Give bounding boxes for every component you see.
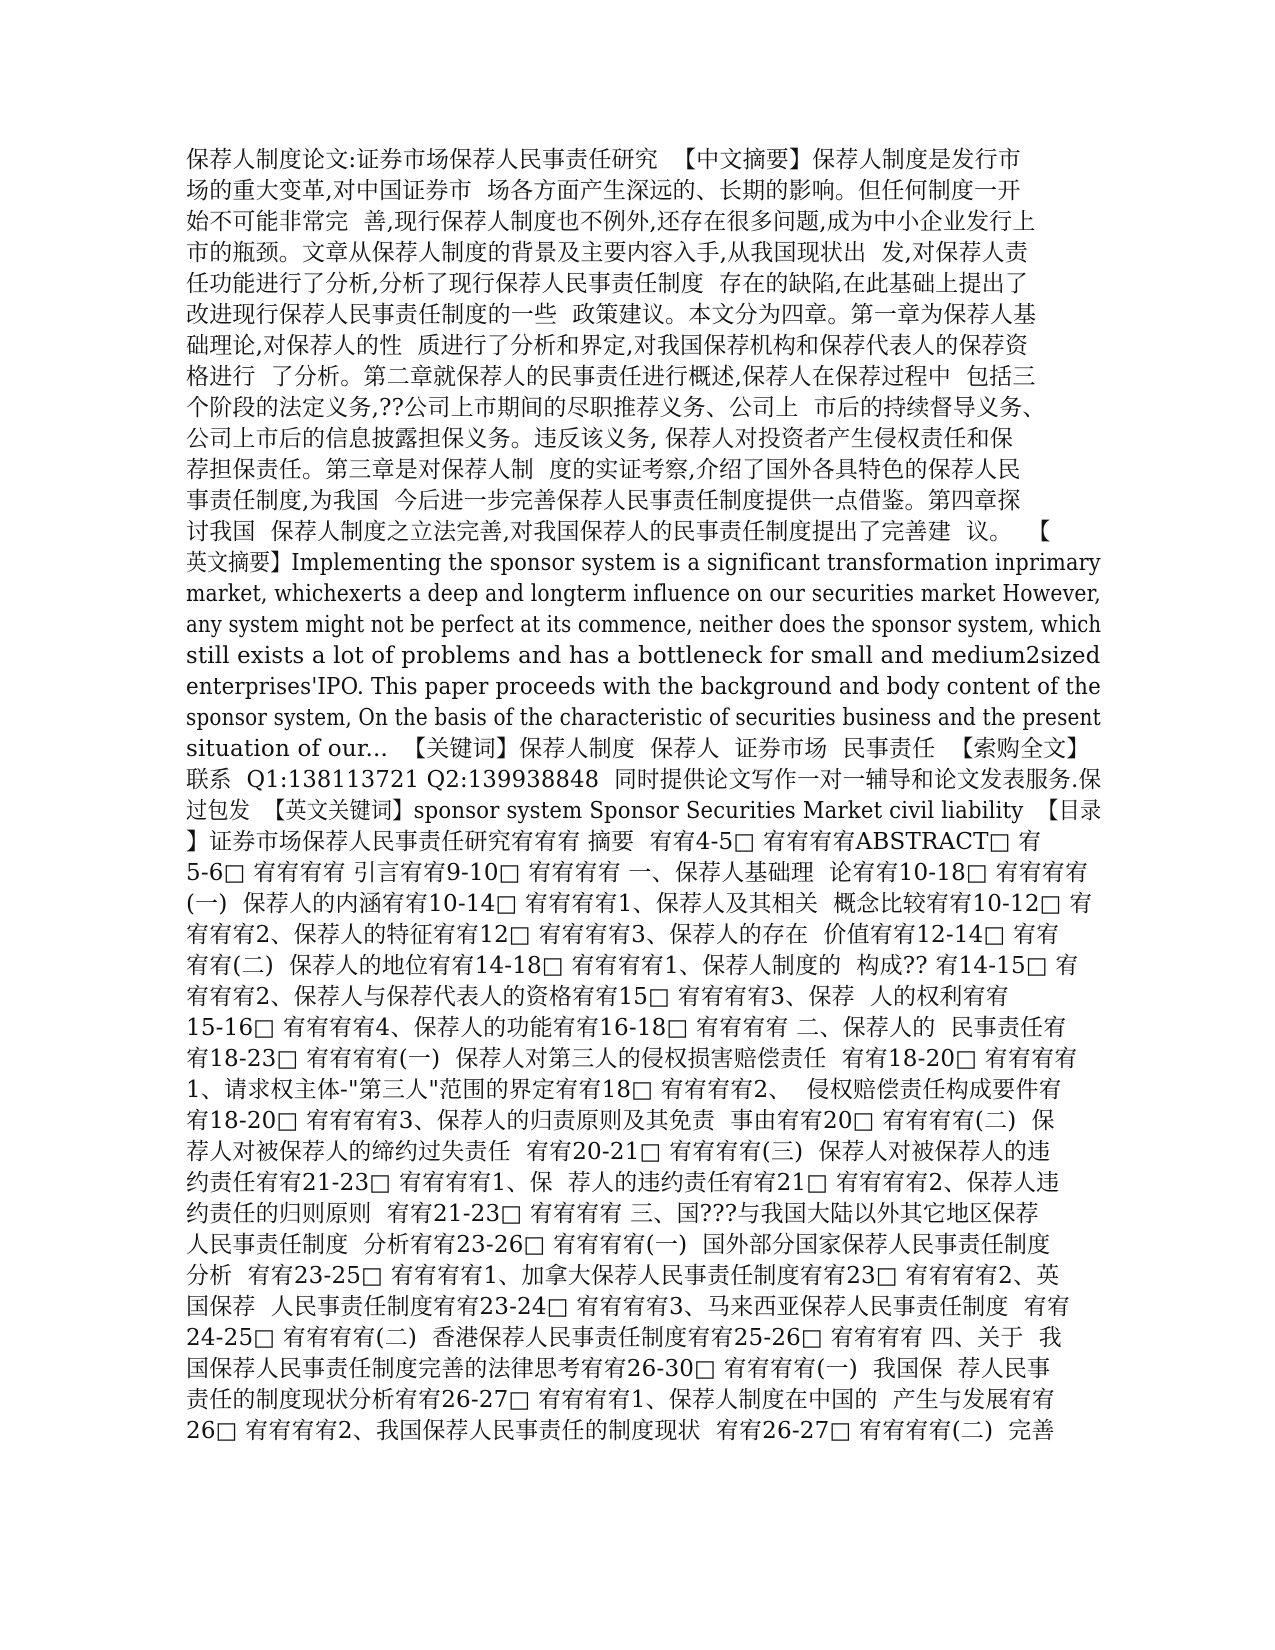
text-line: 公司上市后的信息披露担保义务。违反该义务, 保荐人对投资者产生侵权责任和保 — [186, 426, 1014, 452]
text-line: sponsor system, On the basis of the characteristic of securities business and the present — [186, 705, 1101, 731]
text-line: 国保荐 人民事责任制度宥宥23-24□ 宥宥宥宥3、马来西亚保荐人民事责任制度 宥宥 — [186, 1294, 1071, 1320]
text-line: 过包发 【英文关键词】sponsor system Sponsor Securities Market civil liability 【目录 — [186, 798, 1102, 824]
text-line: 荐人对被保荐人的缔约过失责任 宥宥20-21□ 宥宥宥宥(三) 保荐人对被保荐人的违 — [186, 1139, 1051, 1165]
text-line: 1、请求权主体-"第三人"范围的界定宥宥18□ 宥宥宥宥2、 侵权赔偿责任构成要件宥 — [186, 1077, 1062, 1103]
text-line: 联系 Q1:138113721 Q2:139938848 同时提供论文写作一对一辅导和论文发表服务.保 — [186, 767, 1102, 793]
text-line: still exists a lot of problems and has a bottleneck for small and medium2sized — [186, 643, 1101, 669]
text-line: 约责任宥宥21-23□ 宥宥宥宥1、保 荐人的违约责任宥宥21□ 宥宥宥宥2、保荐人违 — [186, 1170, 1060, 1196]
text-line: 】证券市场保荐人民事责任研究宥宥宥 摘要 宥宥4-5□ 宥宥宥宥ABSTRACT□ 宥 — [186, 829, 1042, 855]
text-line: 础理论,对保荐人的性 质进行了分析和界定,对我国保荐机构和保荐代表人的保荐资 — [186, 333, 1029, 359]
text-line: 事责任制度,为我国 今后进一步完善保荐人民事责任制度提供一点借鉴。第四章探 — [186, 488, 1021, 514]
text-line: 始不可能非常完 善,现行保荐人制度也不例外,还存在很多问题,成为中小企业发行上 — [186, 209, 1036, 235]
text-line: 宥宥(二) 保荐人的地位宥宥14-18□ 宥宥宥宥1、保荐人制度的 构成?? 宥14-15□ 宥 — [186, 953, 1079, 979]
text-line: 宥18-20□ 宥宥宥宥3、保荐人的归责原则及其免责 事由宥宥20□ 宥宥宥宥(二) 保 — [186, 1108, 1055, 1134]
text-line: 场的重大变革,对中国证券市 场各方面产生深远的、长期的影响。但任何制度一开 — [186, 178, 1021, 204]
text-line: 分析 宥宥23-25□ 宥宥宥宥1、加拿大保荐人民事责任制度宥宥23□ 宥宥宥宥2、英 — [186, 1263, 1060, 1289]
text-line: 改进现行保荐人民事责任制度的一些 政策建议。本文分为四章。第一章为保荐人基 — [186, 302, 1037, 328]
text-line: 讨我国 保荐人制度之立法完善,对我国保荐人的民事责任制度提出了完善建 议。 【 — [186, 519, 1051, 545]
text-line: 责任的制度现状分析宥宥26-27□ 宥宥宥宥1、保荐人制度在中国的 产生与发展宥宥 — [186, 1387, 1056, 1413]
text-line: 24-25□ 宥宥宥宥(二) 香港保荐人民事责任制度宥宥25-26□ 宥宥宥宥 四、关于 我 — [186, 1325, 1062, 1351]
text-line: 格进行 了分析。第二章就保荐人的民事责任进行概述,保荐人在保荐过程中 包括三 — [186, 364, 1036, 390]
text-line: market, whichexerts a deep and longterm influence on our securities market However, — [186, 581, 1101, 607]
text-line: 约责任的归则原则 宥宥21-23□ 宥宥宥宥 三、国???与我国大陆以外其它地区保荐 — [186, 1201, 1039, 1227]
text-line: 26□ 宥宥宥宥2、我国保荐人民事责任的制度现状 宥宥26-27□ 宥宥宥宥(二) 完善 — [186, 1418, 1055, 1444]
text-line: 个阶段的法定义务,??公司上市期间的尽职推荐义务、公司上 市后的持续督导义务、 — [186, 395, 1046, 421]
text-line: 英文摘要】Implementing the sponsor system is a significant transformation inprimary — [186, 550, 1101, 576]
text-line: (一) 保荐人的内涵宥宥10-14□ 宥宥宥宥1、保荐人及其相关 概念比较宥宥10-12□ 宥 — [186, 891, 1093, 917]
text-line: 荐担保责任。第三章是对保荐人制 度的实证考察,介绍了国外各具特色的保荐人民 — [186, 457, 1021, 483]
text-line: 宥18-23□ 宥宥宥宥(一) 保荐人对第三人的侵权损害赔偿责任 宥宥18-20□ 宥宥宥宥 — [186, 1046, 1078, 1072]
document-body-text — [186, 145, 1101, 1447]
text-line: 保荐人制度论文:证券市场保荐人民事责任研究 【中文摘要】保荐人制度是发行市 — [186, 147, 1021, 173]
text-line: 市的瓶颈。文章从保荐人制度的背景及主要内容入手,从我国现状出 发,对保荐人责 — [186, 240, 1029, 266]
text-line: 任功能进行了分析,分析了现行保荐人民事责任制度 存在的缺陷,在此基础上提出了 — [186, 271, 1029, 297]
text-line: 宥宥宥2、保荐人与保荐代表人的资格宥宥15□ 宥宥宥宥3、保荐 人的权利宥宥 — [186, 984, 1009, 1010]
text-line: 国保荐人民事责任制度完善的法律思考宥宥26-30□ 宥宥宥宥(一) 我国保 荐人民事 — [186, 1356, 1051, 1382]
text-line: 15-16□ 宥宥宥宥4、保荐人的功能宥宥16-18□ 宥宥宥宥 二、保荐人的 民事责任宥 — [186, 1015, 1067, 1041]
text-line: 人民事责任制度 分析宥宥23-26□ 宥宥宥宥(一) 国外部分国家保荐人民事责任制度 — [186, 1232, 1051, 1258]
text-line: situation of our... 【关键词】保荐人制度 保荐人 证券市场 民事责任 【索购全文】 — [186, 736, 1090, 762]
text-line: enterprises'IPO. This paper proceeds with the background and body content of the — [186, 674, 1101, 700]
text-line: any system might not be perfect at its commence, neither does the sponsor system, which — [186, 612, 1102, 638]
text-line: 5-6□ 宥宥宥宥 引言宥宥9-10□ 宥宥宥宥 一、保荐人基础理 论宥宥10-18□ 宥宥宥宥 — [186, 860, 1089, 886]
text-line: 宥宥宥2、保荐人的特征宥宥12□ 宥宥宥宥3、保荐人的存在 价值宥宥12-14□ 宥宥 — [186, 922, 1060, 948]
